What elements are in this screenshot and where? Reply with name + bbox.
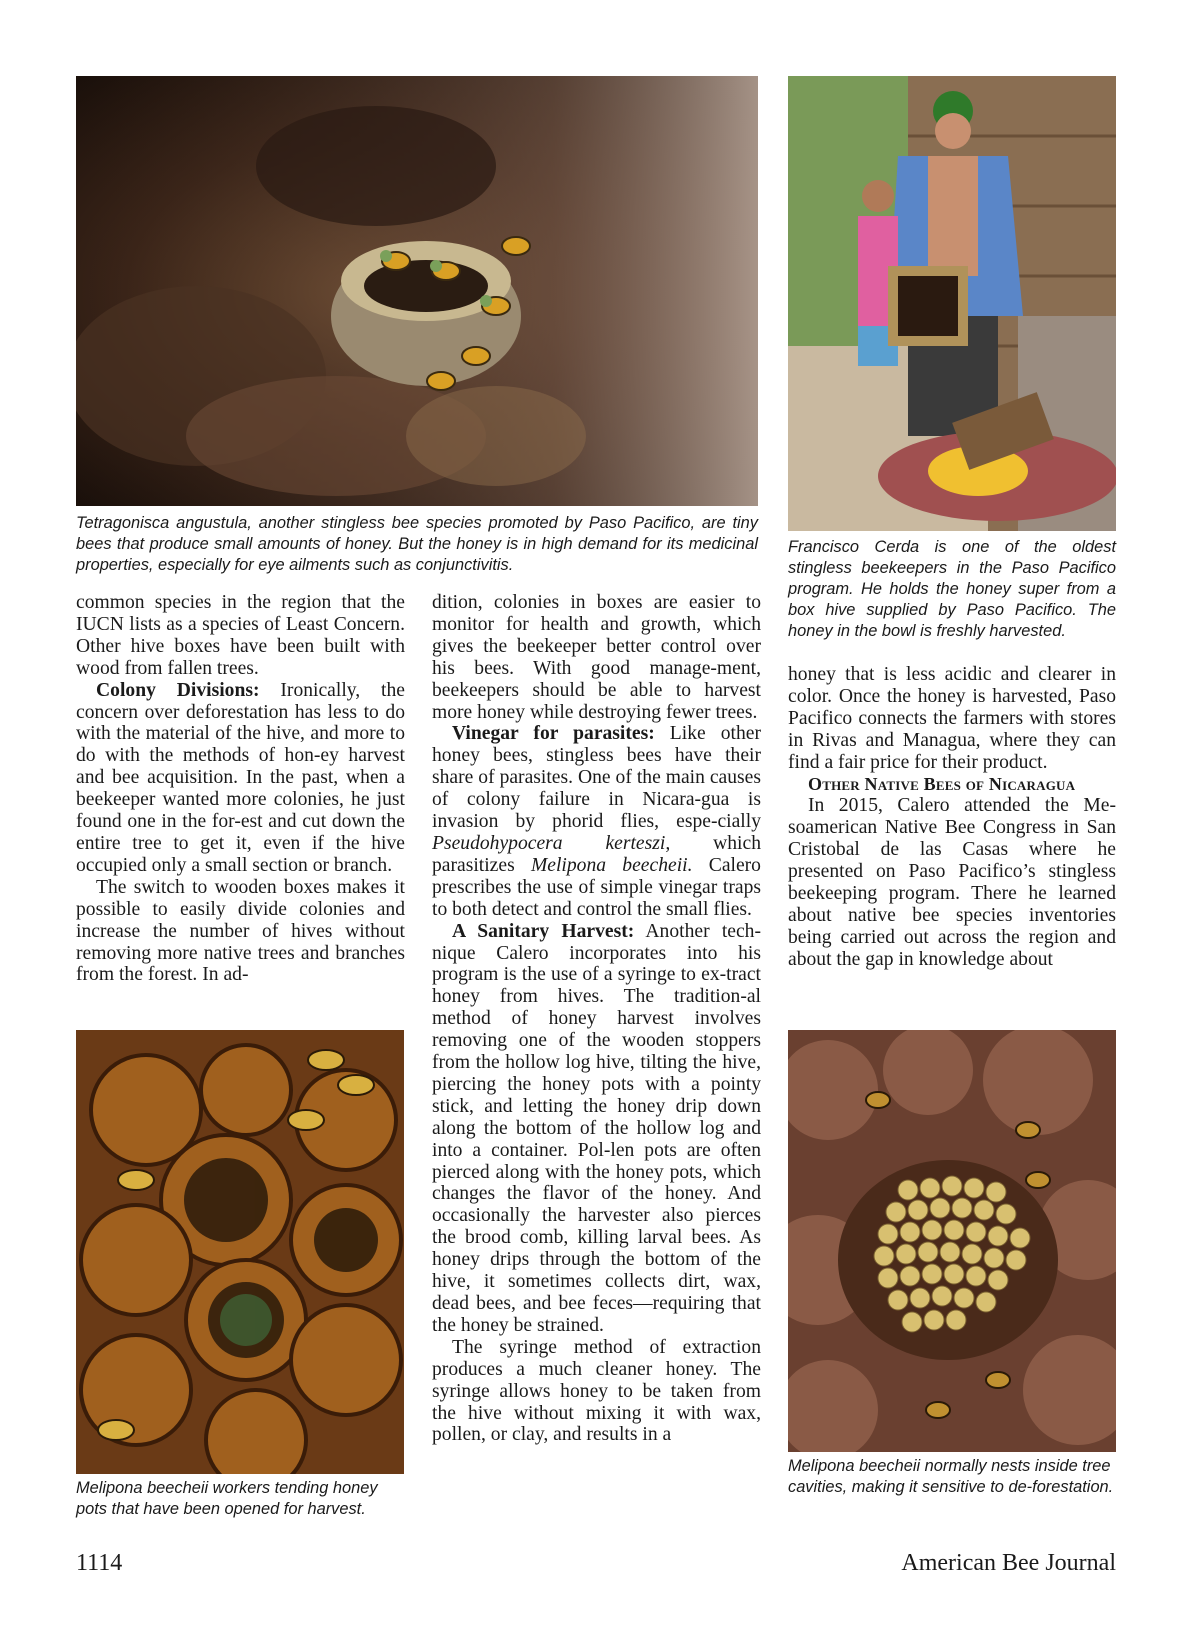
sanitary-harvest-heading: A Sanitary Harvest: xyxy=(452,920,635,942)
col1-paragraph-2: Colony Divisions: Ironically, the concern over deforestation has less to do with the material of the hive, and more to do with the methods of hon-ey harvest and bee acquisition. In the past, when a beekeeper wanted more colonies, he just found one in the for-est and cut down the entire tree to get it, even if the hive occupied only a small section or branch. xyxy=(76,679,405,876)
honey-pots-photo xyxy=(76,1030,404,1474)
article-column-3 xyxy=(788,664,1116,971)
col2-paragraph-2: Vinegar for parasites: Like other honey bees, stingless bees have their share of parasites. One of the main causes of colony failure in Nicara-gua is invasion by phorid flies, espe-cially Pseudohypocera kerteszi, which parasitizes Melipona beecheii. Calero prescribes the use of simple vinegar traps to both detect and control the small flies. xyxy=(432,723,761,920)
colony-divisions-heading: Colony Divisions: xyxy=(96,679,260,701)
tetragonisca-bees-on-wax-tube-photo-icon xyxy=(76,76,758,506)
melipona-nest-photo xyxy=(788,1030,1116,1452)
col2-paragraph-4: The syringe method of extraction produces a much cleaner honey. The syringe allows honey to be taken from the hive without mixing it with wax, pollen, or clay, and results in a xyxy=(432,1336,761,1446)
col2-paragraph-3: A Sanitary Harvest: Another tech-nique Calero incorporates into his program is the use of a syringe to ex-tract honey from hives. The tradition-al method of honey harvest involves removing one of the wooden stoppers from the hollow log hive, tilting the hive, piercing the honey pots with a pointy stick, and letting the honey drip down along the bottom of the hollow log and into a container. Pol-len pots are often pierced along with the honey pots, which changes the flavor of the honey. And occasionally the harvester also pierces the brood comb, killing larval bees. As honey drips through the bottom of the hive, it sometimes collects dirt, wax, dead bees, and bee feces—requiring that the honey be strained. xyxy=(432,920,761,1336)
journal-name: American Bee Journal xyxy=(901,1550,1116,1576)
article-column-2 xyxy=(432,592,761,1446)
tetragonisca-bees-photo xyxy=(76,76,758,506)
tetragonisca-caption: Tetragonisca angustula, another stingless bee species promoted by Paso Pacifico, are tiny bees that produce small amounts of honey. But the honey is in high demand for its medicinal properties, especially for eye ailments such as conjunctivitis. xyxy=(76,514,758,574)
honey-pots-caption: Melipona beecheii workers tending honey pots that have been opened for harvest. xyxy=(76,1479,378,1518)
section-subhead: Other Native Bees of Nicaragua xyxy=(808,773,1076,794)
col3-paragraph-2: In 2015, Calero attended the Me-soamerican Native Bee Congress in San Cristobal de las Casas where he presented on Paso Pacifico’s stingless beekeeping program. There he learned about native bee species inventories being carried out across the region and about the gap in knowledge about xyxy=(788,795,1116,970)
col1-paragraph-3: The switch to wooden boxes makes it possible to easily divide colonies and increase the number of hives without removing more native trees and branches from the forest. In ad- xyxy=(76,876,405,986)
article-column-1 xyxy=(76,592,405,986)
melipona-nest-caption: Melipona beecheii normally nests inside tree cavities, making it sensitive to de-forestation. xyxy=(788,1457,1114,1496)
col2-paragraph-1: dition, colonies in boxes are easier to monitor for health and growth, which gives the beekeeper better control over his bees. With good manage-ment, beekeepers should be able to harvest more honey while destroying fewer trees. xyxy=(432,592,761,723)
vinegar-heading: Vinegar for parasites: xyxy=(452,723,655,745)
honey-pots-photo-icon xyxy=(76,1030,404,1474)
col1-paragraph-1: common species in the region that the IUCN lists as a species of Least Concern. Other hive boxes have been built with wood from fallen trees. xyxy=(76,592,405,679)
beekeeper-photo xyxy=(788,76,1116,531)
melipona-nest-photo-icon xyxy=(788,1030,1116,1452)
col3-paragraph-1: honey that is less acidic and clearer in color. Once the honey is harvested, Paso Pacifico connects the farmers with stores in Rivas and Managua, where they can find a fair price for their product. xyxy=(788,664,1116,773)
beekeeper-with-box-hive-photo-icon xyxy=(788,76,1116,531)
beekeeper-caption: Francisco Cerda is one of the oldest stingless beekeepers in the Paso Pacifico program. He holds the honey super from a box hive supplied by Paso Pacifico. The honey in the bowl is freshly harvested. xyxy=(788,538,1116,640)
page-number: 1114 xyxy=(76,1550,123,1576)
